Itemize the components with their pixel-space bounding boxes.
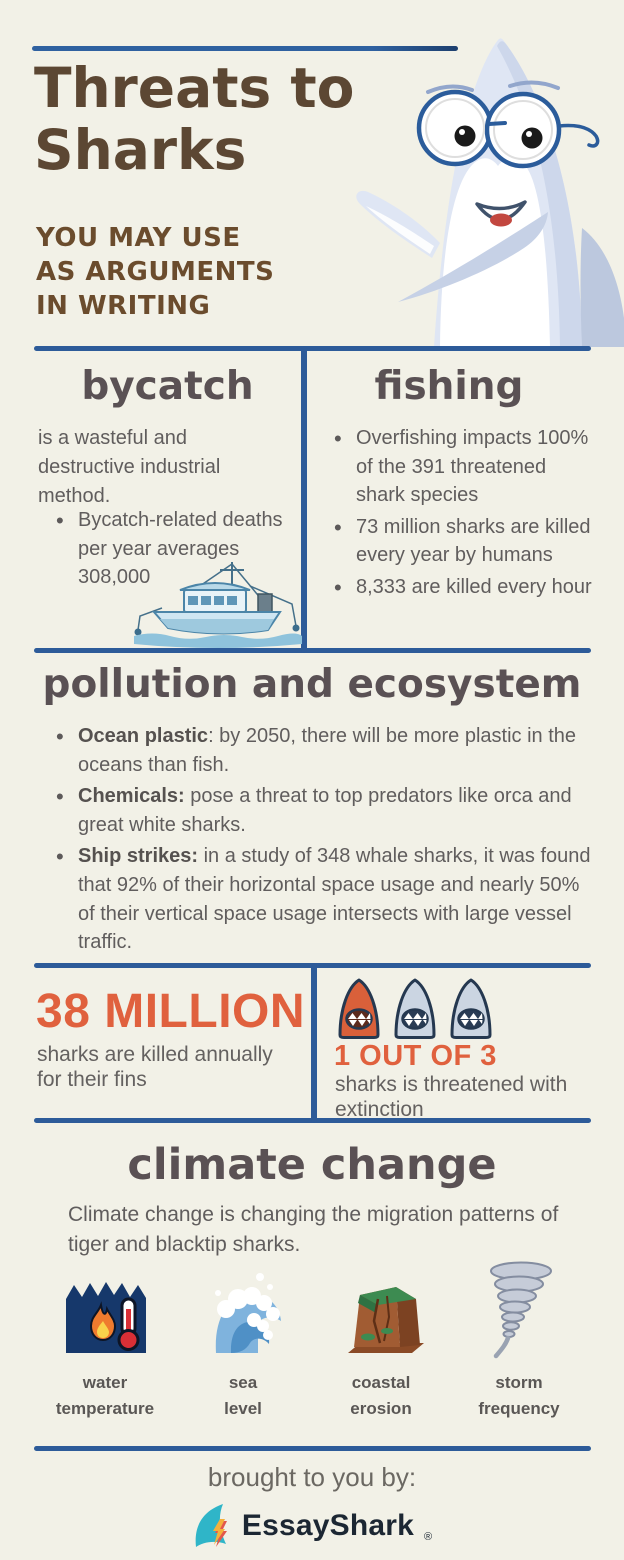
fins-stat-caption: sharks are killed annually for their fins: [37, 1043, 273, 1092]
shark-heads-icon: [335, 977, 497, 1039]
bullet-text: pose a threat to top predators like orca and great white sharks.: [78, 785, 572, 836]
storm-tornado-icon: [472, 1260, 567, 1360]
subtitle-line2: AS ARGUMENTS: [36, 256, 275, 287]
title-line2: Sharks: [34, 117, 247, 182]
bullet-lead: Ship strikes:: [78, 845, 199, 868]
extinction-stat-caption: sharks is threatened with extinction: [335, 1073, 568, 1122]
climate-label-line: temperature: [55, 1398, 155, 1418]
page-subtitle: [36, 222, 274, 323]
climate-item-storm-frequency: [450, 1258, 588, 1421]
columns-top-rule: [34, 346, 591, 351]
pollution-bullet: [52, 722, 592, 779]
climate-label-line: sea: [228, 1373, 258, 1392]
climate-item-sea-level: [174, 1258, 312, 1421]
pollution-title: pollution and ecosystem: [42, 662, 582, 707]
climate-label-line: storm: [495, 1373, 543, 1392]
sea-level-wave-icon: [196, 1265, 291, 1360]
subtitle-line1: YOU MAY USE: [36, 223, 241, 253]
water-temperature-icon: [58, 1265, 153, 1360]
pollution-bullet: [52, 842, 592, 956]
climate-intro: Climate change is changing the migration patterns of tiger and blacktip sharks.: [68, 1203, 559, 1257]
fishing-bullet: • 73 million sharks are killed every year by humans: [330, 513, 592, 570]
shark-mascot-icon: [334, 28, 624, 347]
fishing-boat-icon: [132, 560, 304, 648]
bycatch-intro: is a wasteful and destructive industrial method.: [38, 427, 221, 507]
climate-items-row: [36, 1258, 588, 1421]
bycatch-title: bycatch: [81, 364, 254, 409]
extinction-stat-number: 1 OUT OF 3: [334, 1040, 497, 1072]
bullet-lead: Chemicals:: [78, 785, 185, 808]
bullet-text: : by 2050, there will be more plastic in the oceans than fish.: [78, 725, 577, 776]
fishing-bullet: • 8,333 are killed every hour: [330, 573, 592, 602]
climate-label-line: coastal: [351, 1373, 411, 1392]
fishing-title: fishing: [374, 364, 524, 409]
climate-title: climate change: [127, 1140, 497, 1190]
footer-rule: [34, 1446, 591, 1451]
climate-label-line: water: [82, 1373, 128, 1392]
bullet-text: in a study of 348 whale sharks, it was found that 92% of their horizontal space usage and nearly 50% of their vertical space usage intersects with large vessel traffic.: [78, 845, 591, 954]
fishing-bullet: • Overfishing impacts 100% of the 391 threatened shark species: [330, 424, 592, 510]
bycatch-bullet: • Bycatch-related deaths per year averages 308,000: [52, 506, 302, 592]
climate-label-line: frequency: [478, 1398, 560, 1418]
climate-label-line: level: [224, 1398, 262, 1418]
essayshark-fin-logo-icon: [192, 1502, 232, 1549]
registered-mark: ®: [424, 1531, 433, 1543]
brand-lockup: [0, 1502, 624, 1549]
subtitle-line3: IN WRITING: [36, 290, 211, 321]
coastal-erosion-cliff-icon: [334, 1265, 429, 1360]
fishing-bullet-list: [330, 424, 592, 605]
title-line1: Threats to: [34, 56, 355, 120]
stats-divider: [311, 963, 317, 1123]
pollution-bullet-list: [52, 722, 592, 960]
fins-stat-number: 38 MILLION: [36, 985, 306, 1038]
bullet-lead: Ocean plastic: [78, 725, 209, 747]
brand-name: EssayShark: [241, 1508, 415, 1542]
page-title: [34, 58, 354, 181]
columns-bottom-rule: [34, 648, 591, 653]
climate-label-line: erosion: [350, 1398, 412, 1418]
footer-credit: brought to you by:: [207, 1462, 417, 1492]
climate-item-water-temperature: [36, 1258, 174, 1421]
climate-item-coastal-erosion: [312, 1258, 450, 1421]
pollution-bullet: [52, 782, 592, 839]
